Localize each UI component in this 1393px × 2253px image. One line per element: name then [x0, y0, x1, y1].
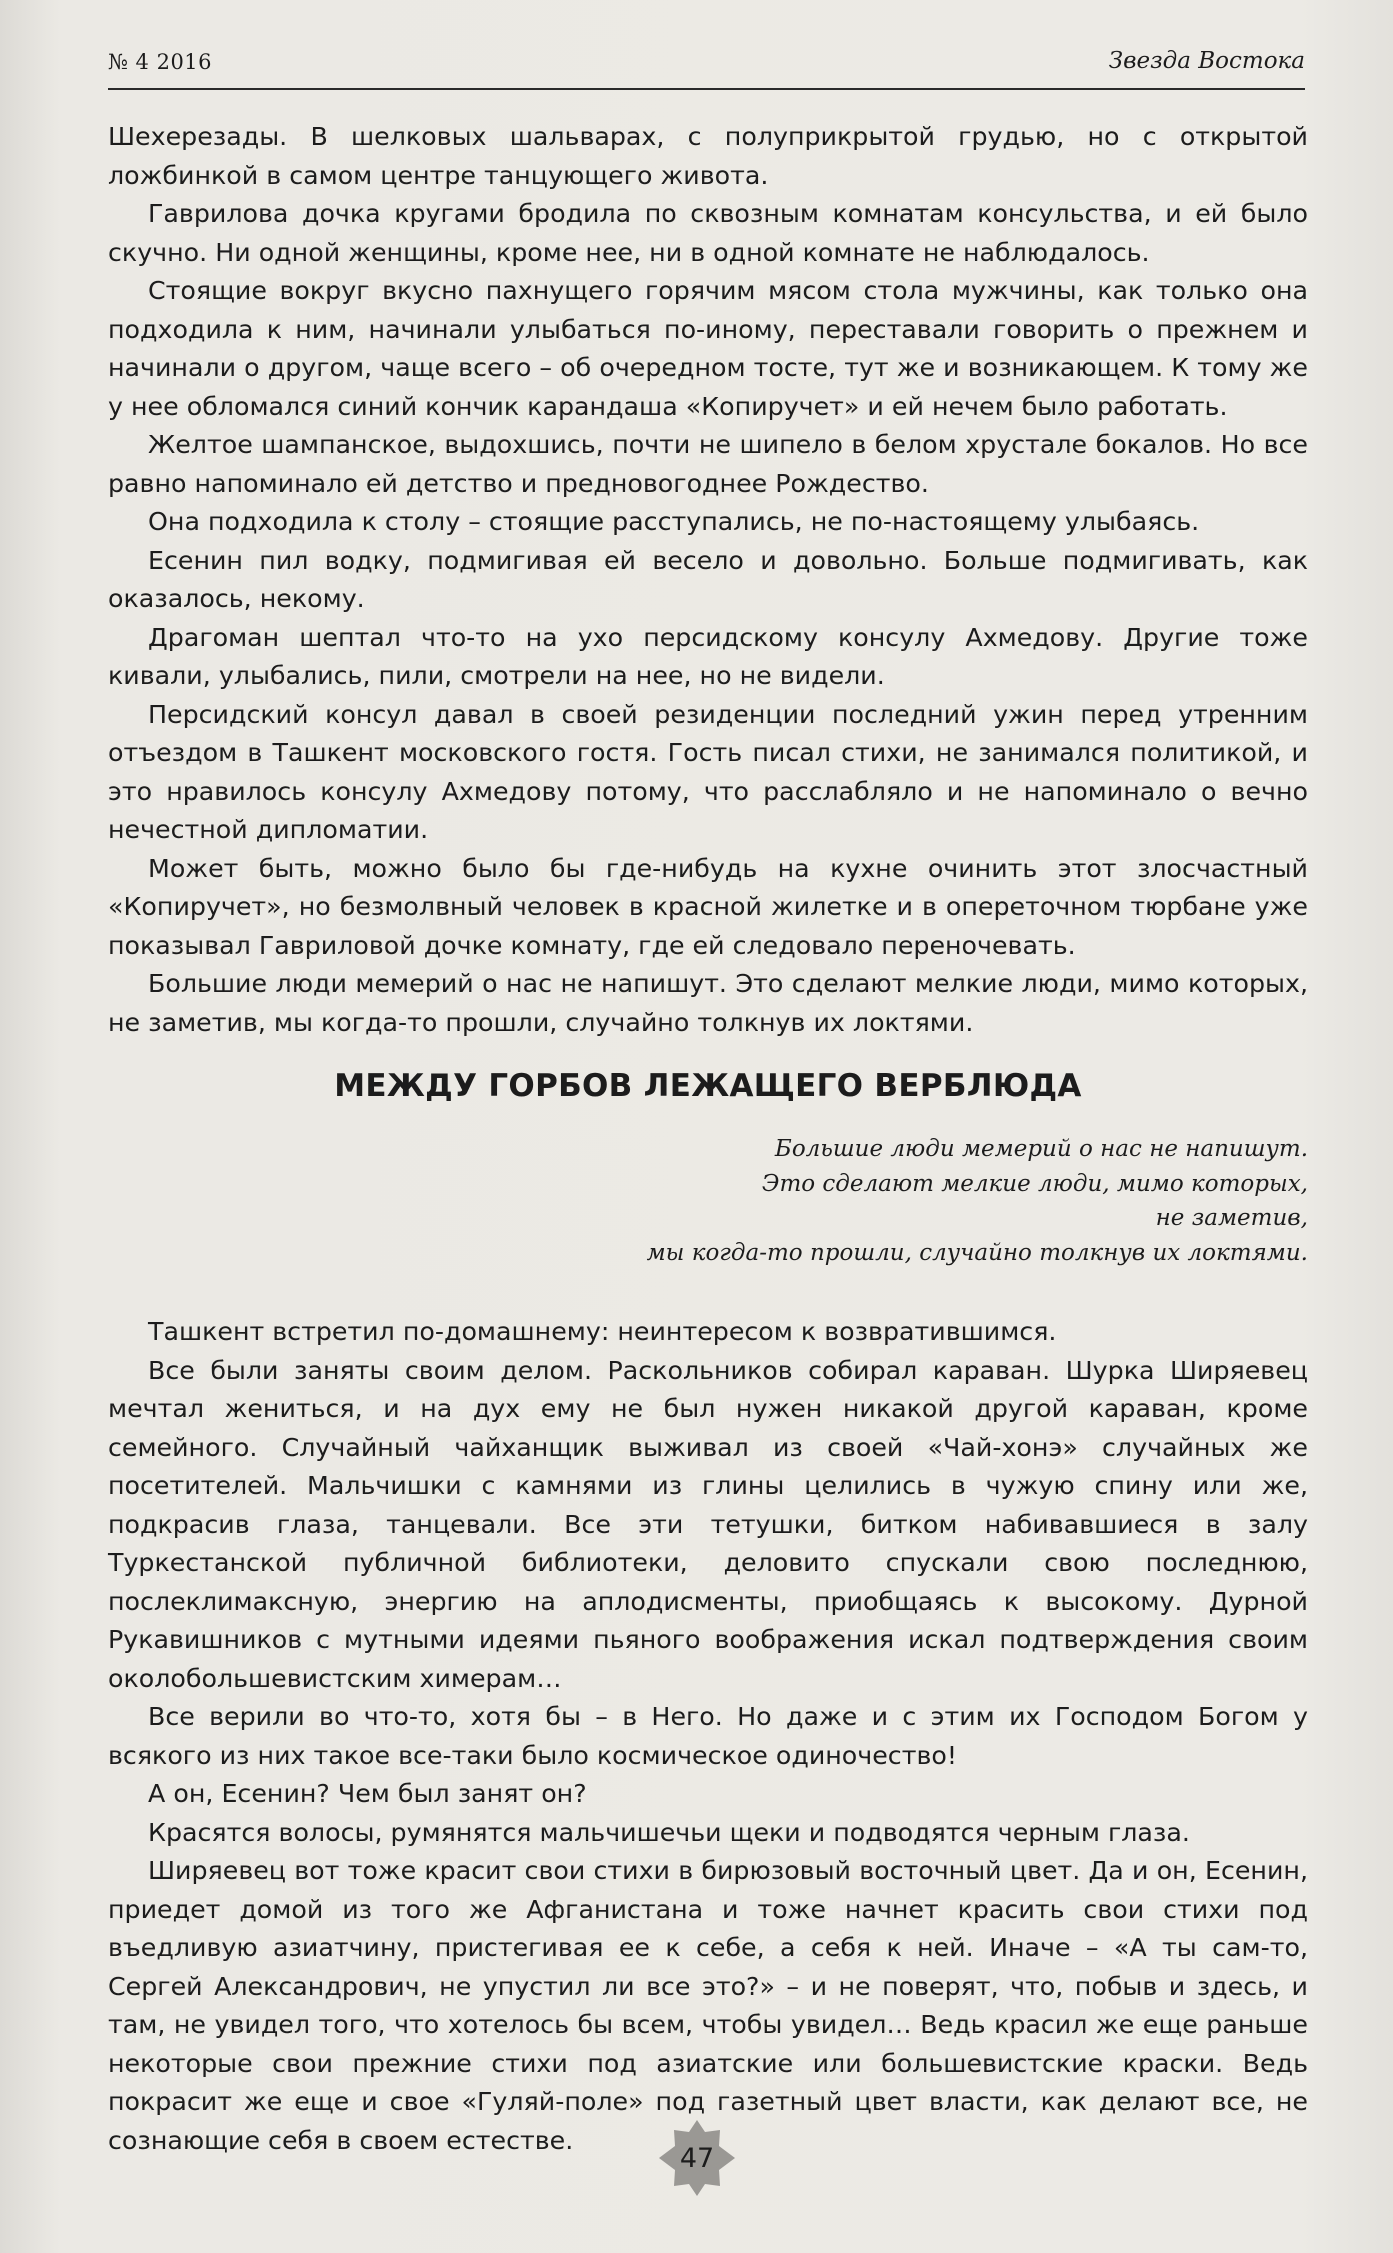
journal-title: Звезда Востока — [1108, 48, 1305, 74]
body-text-bottom — [108, 1313, 1308, 2160]
paragraph: А он, Есенин? Чем был занят он? — [148, 1779, 587, 1808]
running-head — [108, 46, 1305, 90]
epigraph-line: мы когда-то прошли, случайно толкнув их локтями. — [646, 1239, 1308, 1266]
paragraph: Желтое шампанское, выдохшись, почти не шипело в белом хрустале бокалов. Но все равно напоминало ей детство и предновогоднее Рождество. — [108, 430, 1308, 498]
paragraph: Большие люди мемерий о нас не напишут. Это сделают мелкие люди, мимо которых, не заметив, мы когда-то прошли, случайно толкнув их локтями. — [108, 969, 1308, 1037]
paragraph: Она подходила к столу – стоящие расступались, не по-настоящему улыбаясь. — [148, 507, 1200, 536]
paragraph: Ширяевец вот тоже красит свои стихи в бирюзовый восточный цвет. Да и он, Есенин, приедет домой из того же Афганистана и тоже начнет красить свои стихи под въедливую азиатчину, пристегивая ее к себе, а себя к ней. Иначе – «А ты сам-то, Сергей Александрович, не упустил ли все это?» – и не поверят, что, побыв и здесь, и там, не увидел того, что хотелось бы всем, чтобы увидел… Ведь красил же еще раньше некоторые свои прежние стихи под азиатские или большевистские краски. Ведь покрасит же еще и свое «Гуляй-поле» под газетный цвет власти, как делают все, не сознающие себя в своем естестве. — [108, 1856, 1308, 2155]
epigraph — [408, 1132, 1308, 1270]
paragraph: Ташкент встретил по-домашнему: неинтересом к возвратившимся. — [148, 1317, 1057, 1346]
paragraph: Гаврилова дочка кругами бродила по сквозным комнатам консульства, и ей было скучно. Ни одной женщины, кроме нее, ни в одной комнате не наблюдалось. — [108, 199, 1308, 267]
paragraph: Может быть, можно было бы где-нибудь на кухне очинить этот злосчастный «Копиручет», но безмолвный человек в красной жилетке и в опереточном тюрбане уже показывал Гавриловой дочке комнату, где ей следовало переночевать. — [108, 853, 1308, 960]
paragraph: Все были заняты своим делом. Раскольников собирал караван. Шурка Ширяевец мечтал жениться, и на дух ему не был нужен никакой другой караван, кроме семейного. Случайный чайханщик выживал из своей «Чай-хонэ» случайных же посетителей. Мальчишки с камнями из глины целились в чужую спину или же, подкрасив глаза, танцевали. Все эти тетушки, битком набивавшиеся в залу Туркестанской публичной библиотеки, деловито спускали свою последнюю, послеклимаксную, энергию на аплодисменты, приобщаясь к высокому. Дурной Рукавишников с мутными идеями пьяного воображения искал подтверждения своим околобольшевистским химерам… — [108, 1355, 1308, 1693]
section-title: МЕЖДУ ГОРБОВ ЛЕЖАЩЕГО ВЕРБЛЮДА — [334, 1068, 1082, 1104]
body-text-top — [108, 118, 1308, 1042]
paragraph: Стоящие вокруг вкусно пахнущего горячим мясом стола мужчины, как только она подходила к ним, начинали улыбаться по-иному, переставали говорить о прежнем и начинали о другом, чаще всего – об очередном тосте, тут же и возникающем. К тому же у нее обломался синий кончик карандаша «Копиручет» и ей нечем было работать. — [108, 276, 1308, 421]
paragraph: Красятся волосы, румянятся мальчишечьи щеки и подводятся черным глаза. — [148, 1817, 1190, 1847]
paragraph: Персидский консул давал в своей резиденции последний ужин перед утренним отъездом в Ташкент московского гостя. Гость писал стихи, не занимался политикой, и это нравилось консулу Ахмедову потому, что расслабляло и не напоминало о вечно нечестной дипломатии. — [108, 699, 1308, 844]
paragraph: Есенин пил водку, подмигивая ей весело и довольно. Больше подмигивать, как оказалось, некому. — [108, 545, 1308, 613]
issue-number: № 4 2016 — [108, 50, 213, 74]
page-number-badge — [659, 2120, 735, 2196]
paragraph: Шехерезады. В шелковых шальварах, с полуприкрытой грудью, но с открытой ложбинкой в самом центре танцующего живота. — [108, 122, 1308, 190]
paragraph: Все верили во что-то, хотя бы – в Него. Но даже и с этим их Господом Богом у всякого из них такое все-таки было космическое одиночество! — [108, 1702, 1308, 1770]
paragraph: Драгоман шептал что-то на ухо персидскому консулу Ахмедову. Другие тоже кивали, улыбались, пили, смотрели на нее, но не видели. — [108, 622, 1308, 690]
page-number: 47 — [679, 2143, 715, 2174]
epigraph-line: Большие люди мемерий о нас не напишут. — [774, 1136, 1308, 1162]
epigraph-line: Это сделают мелкие люди, мимо которых, — [761, 1170, 1308, 1197]
epigraph-line: не заметив, — [1155, 1205, 1308, 1231]
